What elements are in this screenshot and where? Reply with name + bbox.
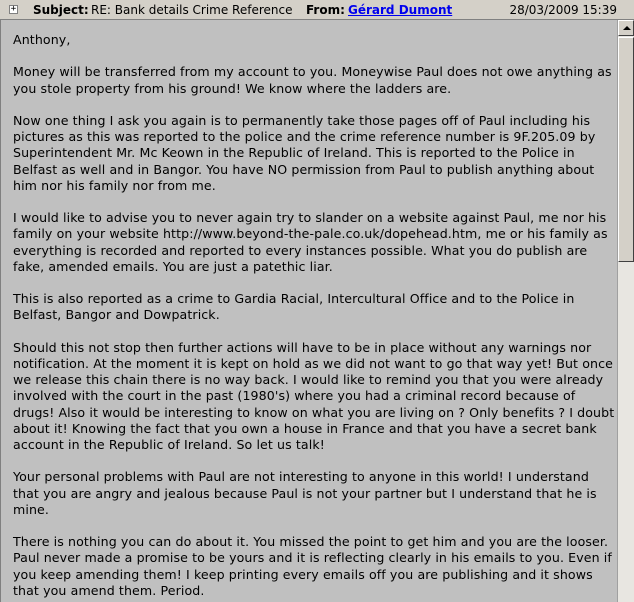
message-body-pane xyxy=(0,20,617,602)
message-header xyxy=(0,0,634,20)
message-paragraph: Anthony, xyxy=(13,32,71,47)
message-paragraph: Should this not stop then further actions will have to be in place without any warnings nor notification. At the moment it is kept on hold as we did not want to go that way yet! But once we release this chain there is no way back. I would like to remind you that you were already involved with the court in the past (1980's) where you had a criminal record because of drugs! Also it would be interesting to know on what you are living on ? Only benefits ? I doubt about it! Knowing the fact that you own a house in France and that you have a secret bank account in the Republic of Ireland. So let us talk! xyxy=(13,339,615,452)
message-paragraph: Your personal problems with Paul are not interesting to anyone in this world! I understand that you are angry and jealous because Paul is not your partner but I understand that he is mine. xyxy=(13,469,597,517)
scrollbar-thumb[interactable] xyxy=(618,37,634,262)
message-paragraph: I would like to advise you to never again try to slander on a website against Paul, me nor his family on your website http://www.beyond-the-pale.co.uk/dopehead.htm, me or his family as everything is recorded and reported to every instances possible. What you do publish are fake, amended emails. You are just a patethic liar. xyxy=(13,210,608,274)
scroll-up-button[interactable] xyxy=(618,20,634,36)
message-text xyxy=(13,32,615,602)
vertical-scrollbar[interactable] xyxy=(617,20,634,602)
arrow-up-icon xyxy=(623,26,631,30)
message-date: 28/03/2009 15:39 xyxy=(509,3,617,17)
message-paragraph: There is nothing you can do about it. You missed the point to get him and you are the looser. Paul never made a promise to be yours and it is reflecting clearly in his emails to you. Even if you keep amending them! I keep printing every emails off you are publishing and it shows that you amend them. Period. xyxy=(13,534,612,598)
subject-value: RE: Bank details Crime Reference xyxy=(91,3,293,17)
expand-icon[interactable]: + xyxy=(10,4,17,14)
message-paragraph: Money will be transferred from my account to you. Moneywise Paul does not owe anything as you stole property from his ground! We know where the ladders are. xyxy=(13,64,612,96)
sender-link[interactable]: Gérard Dumont xyxy=(348,3,453,17)
message-paragraph: This is also reported as a crime to Gardia Racial, Intercultural Office and to the Police in Belfast, Bangor and Dowpatrick. xyxy=(13,291,575,323)
message-paragraph: Now one thing I ask you again is to permanently take those pages off of Paul including his pictures as this was reported to the police and the crime reference number is 9F.205.09 by Superintendent Mr. Mc Keown in the Republic of Ireland. This is reported to the Police in Belfast as well and in Bangor. You have NO permission from Paul to publish anything about him nor his family nor from me. xyxy=(13,112,596,193)
from-label: From: xyxy=(306,3,345,17)
subject-label: Subject: xyxy=(33,3,89,17)
